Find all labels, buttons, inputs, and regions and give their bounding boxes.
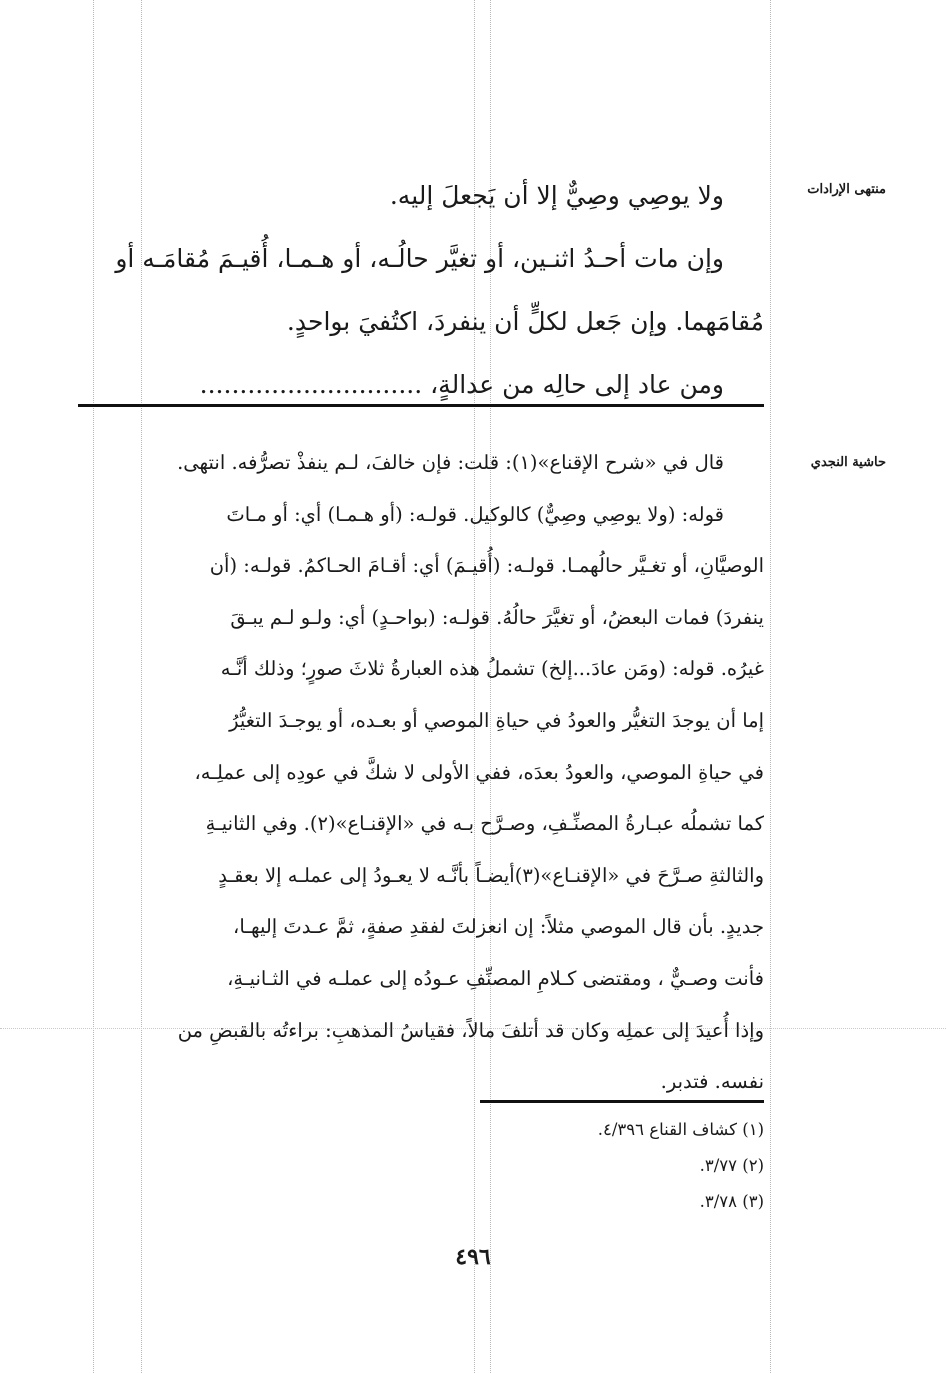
commentary-line: كما تشملُه عبـارةُ المصنِّـفِ، وصـرَّح بـه في «الإقنـاع»(٢). وفي الثانيـةِ bbox=[205, 812, 764, 836]
commentary-line: قوله: (ولا يوصِي وصِيٌّ) كالوكيل. قولـه: (أو هـمـا) أي: أو مـاتَ bbox=[226, 502, 724, 526]
main-text-label: منتهى الإرادات bbox=[807, 182, 886, 197]
commentary-line: إما أن يوجدَ التغيُّر والعودُ في حياةِ الموصي أو بعـده، أو يوجـدَ التغيُّرُ bbox=[229, 708, 764, 732]
commentary-line: وإذا أُعيدَ إلى عملِه وكان قد أتلفَ مالاً، فقياسُ المذهبِ: براءتُه بالقبضِ من bbox=[177, 1018, 764, 1042]
commentary-line: والثالثةِ صـرَّحَ في «الإقنـاع»(٣)أيضـاً بأنَّـه لا يعـودُ إلى عملـه إلا بعقـدٍ bbox=[218, 863, 764, 887]
commentary-line: نفسه. فتدبر. bbox=[660, 1070, 764, 1094]
main-text bbox=[78, 164, 764, 416]
commentary-line: ينفردَ) فمات البعضُ، أو تغيَّرَ حالُهُ. قولـه: (بواحـدٍ) أي: ولـو لـم يبـقَ bbox=[230, 605, 764, 629]
main-line: ومن عاد إلى حالِه من عدالةٍ، ............................ bbox=[199, 370, 724, 399]
section-divider bbox=[78, 404, 764, 407]
commentary-line: الوصيَّانِ، أو تغـيَّر حالُهمـا. قولـه: (أُقيـمَ) أي: أقـامَ الحـاكمُ. قولـه: (أن bbox=[209, 554, 764, 578]
main-line: ولا يوصِي وصِيٌّ إلا أن يَجعلَ إليه. bbox=[389, 181, 724, 210]
scan-guide-line bbox=[770, 0, 771, 1373]
commentary-line: غيرُه. قوله: (ومَن عادَ...إلخ) تشملُ هذه العبارةُ ثلاثَ صورٍ؛ وذلك أنَّـه bbox=[220, 657, 764, 681]
main-line: وإن مات أحـدُ اثنـين، أو تغيَّر حالُـه، أو هـمـا، أُقيـمَ مُقامَـه أو bbox=[115, 244, 724, 273]
footnote: (٣) ٣/٧٨. bbox=[699, 1192, 764, 1211]
commentary-text bbox=[78, 437, 764, 1108]
commentary-line: قال في «شرح الإقناع»(١): قلت: فإن خالفَ، لـم ينفذْ تصرُّفه. انتهى. bbox=[177, 451, 724, 474]
page-number: ٤٩٦ bbox=[455, 1244, 491, 1270]
commentary-line: فأنت وصـيٌّ ، ومقتضى كـلامِ المصنِّفِ عـودُه إلى عملـه في الثـانيـةِ، bbox=[227, 966, 764, 990]
footnote: (٢) ٣/٧٧. bbox=[699, 1156, 764, 1175]
commentary-line: جديدٍ. بأن قال الموصي مثلاً: إن انعزلتَ لفقدِ صفةٍ، ثمَّ عـدتَ إليهـا، bbox=[233, 915, 764, 939]
footnote: (١) كشاف القناع ٤/٣٩٦. bbox=[597, 1120, 764, 1139]
footnote-divider bbox=[480, 1100, 764, 1103]
main-line: مُقامَهما. وإن جَعل لكلٍّ أن ينفردَ، اكتُفيَ بواحدٍ. bbox=[286, 307, 764, 336]
footnotes bbox=[300, 1112, 764, 1220]
commentary-label: حاشية النجدي bbox=[810, 455, 886, 470]
commentary-line: في حياةِ الموصي، والعودُ بعدَه، ففي الأولى لا شكَّ في عودِه إلى عملِـه، bbox=[194, 760, 764, 784]
